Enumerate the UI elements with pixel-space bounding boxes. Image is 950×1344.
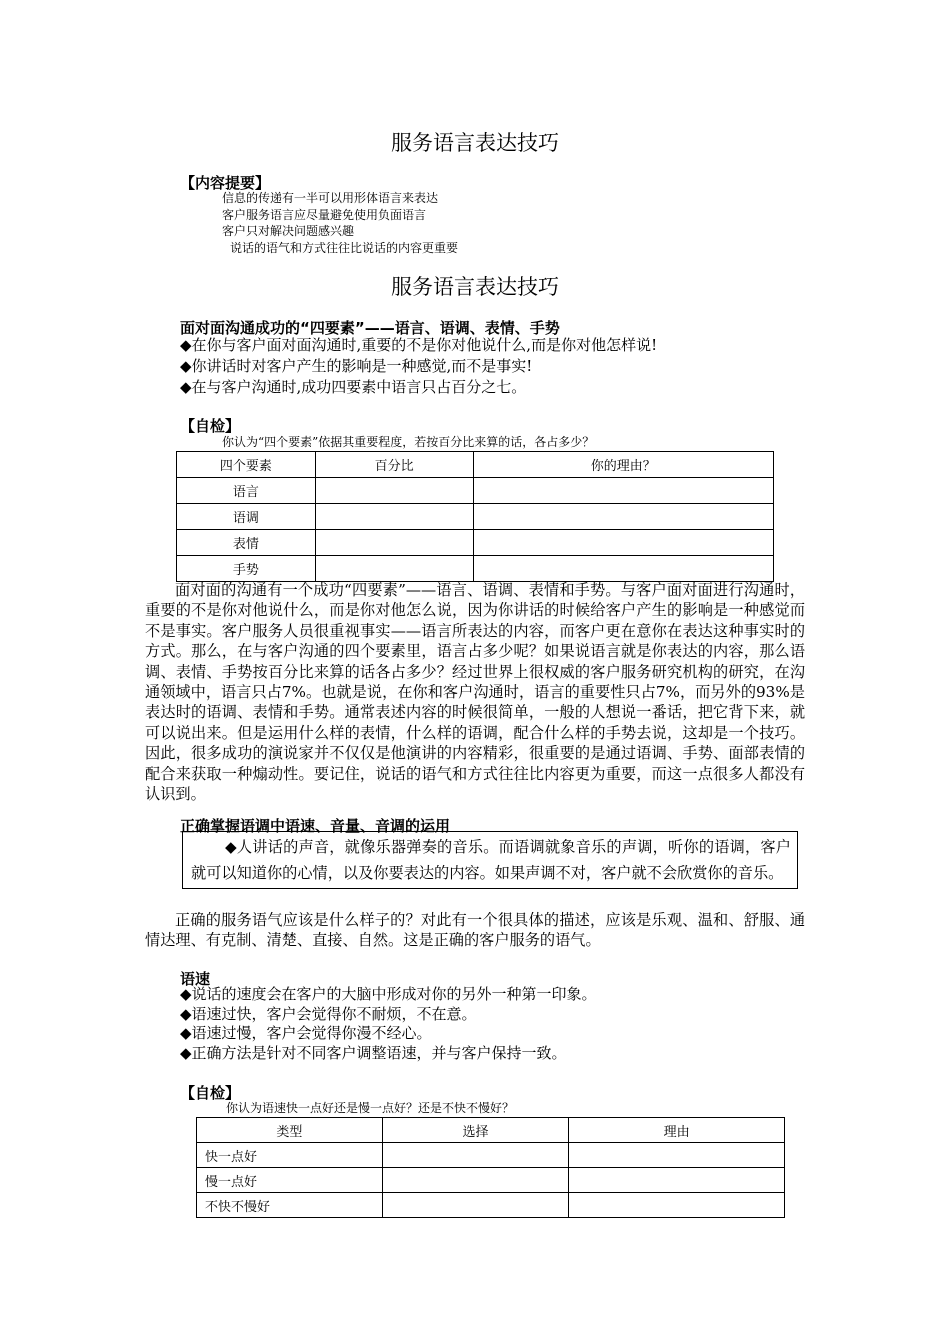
element-cell: 语调 (177, 504, 316, 530)
table-row (177, 478, 774, 504)
table-header-row (197, 1118, 785, 1143)
percentage-input-cell[interactable] (315, 504, 473, 530)
element-cell: 表情 (177, 530, 316, 556)
bullet-item: ◆在与客户沟通时,成功四要素中语言只占百分之七。 (180, 378, 527, 396)
reason-input-cell[interactable] (473, 504, 774, 530)
bullet-item: ◆说话的速度会在客户的大脑中形成对你的另外一种第一印象。 (180, 985, 597, 1003)
tone-heading: 正确掌握语调中语速、音量、音调的运用 (180, 817, 451, 835)
self-check-heading: 【自检】 (180, 1084, 241, 1102)
type-cell: 慢一点好 (197, 1168, 383, 1193)
summary-item: 说话的语气和方式往往比说话的内容更重要 (230, 241, 459, 255)
table-header-cell: 类型 (197, 1118, 383, 1143)
element-cell: 语言 (177, 478, 316, 504)
four-elements-heading: 面对面沟通成功的“四要素”——语言、语调、表情、手势 (180, 319, 560, 337)
reason-input-cell[interactable] (569, 1168, 785, 1193)
table-row (197, 1193, 785, 1218)
table-header-cell: 你的理由？ (473, 452, 774, 478)
reason-input-cell[interactable] (473, 556, 774, 582)
table-header-cell: 理由 (569, 1118, 785, 1143)
speed-bullets (180, 985, 597, 1063)
table-row (197, 1168, 785, 1193)
element-cell: 手势 (177, 556, 316, 582)
type-cell: 快一点好 (197, 1143, 383, 1168)
tone-callout-box (182, 831, 798, 889)
table-header-row (177, 452, 774, 478)
section-title: 服务语言表达技巧 (391, 275, 559, 299)
percentage-input-cell[interactable] (315, 556, 473, 582)
table-row (177, 556, 774, 582)
summary-item: 客户服务语言应尽量避免使用负面语言 (222, 208, 427, 222)
reason-input-cell[interactable] (473, 530, 774, 556)
speed-table (196, 1117, 785, 1218)
summary-item: 信息的传递有一半可以用形体语言来表达 (222, 191, 439, 205)
choice-input-cell[interactable] (382, 1193, 569, 1218)
table-header-cell: 百分比 (315, 452, 473, 478)
bullet-item: ◆语速过慢，客户会觉得你漫不经心。 (180, 1024, 432, 1042)
main-paragraph: 面对面的沟通有一个成功“四要素”——语言、语调、表情和手势。与客户面对面进行沟通时，重要的不是你对他说什么，而是你对他怎么说，因为你讲话的时候给客户产生的影响是一种感觉而不是事实。客户服务人员很重视事实——语言所表达的内容，而客户更在意你在表达这种事实时的方式。那么，在与客户沟通的四个要素里，语言占多少呢？如果说语言就是你表达的内容，那么语调、表情、手势按百分比来算的话各占多少？经过世界上很权威的客户服务研究机构的研究，在沟通领域中，语言只占7%。也就是说，在你和客户沟通时，语言的重要性只占7%，而另外的93%是表达时的语调、表情和手势。通常表述内容的时候很简单，一般的人想说一番话，把它背下来，就可以说出来。但是运用什么样的表情，什么样的语调，配合什么样的手势去说，这却是一个技巧。因此，很多成功的演说家并不仅仅是他演讲的内容精彩，很重要的是通过语调、手势、面部表情的配合来获取一种煽动性。要记住，说话的语气和方式往往比内容更为重要，而这一点很多人都没有认识到。 (145, 581, 805, 804)
speed-heading: 语速 (180, 970, 211, 988)
summary-item: 客户只对解决问题感兴趣 (222, 224, 355, 238)
bullet-item: ◆语速过快，客户会觉得你不耐烦，不在意。 (180, 1004, 477, 1023)
four-elements-table (176, 451, 774, 582)
tone-callout-text: ◆人讲话的声音，就像乐器弹奏的音乐。而语调就象音乐的声调，听你的语调，客户就可以知道你的心情，以及你要表达的内容。如果声调不对，客户就不会欣赏你的音乐。 (191, 838, 791, 882)
summary-heading: 【内容提要】 (180, 174, 271, 192)
bullet-item: ◆你讲话时对客户产生的影响是一种感觉,而不是事实! (180, 357, 533, 375)
choice-input-cell[interactable] (382, 1143, 569, 1168)
self-check-question: 你认为语速快一点好还是慢一点好？还是不快不慢好？ (226, 1101, 515, 1115)
table-row (177, 504, 774, 530)
percentage-input-cell[interactable] (315, 478, 473, 504)
choice-input-cell[interactable] (382, 1168, 569, 1193)
table-row (197, 1143, 785, 1168)
four-elements-bullets (180, 335, 657, 398)
self-check-heading: 【自检】 (180, 417, 241, 435)
type-cell: 不快不慢好 (197, 1193, 383, 1218)
tone-paragraph: 正确的服务语气应该是什么样子的？对此有一个很具体的描述，应该是乐观、温和、舒服、通情达理、有克制、清楚、直接、自然。这是正确的客户服务的语气。 (145, 911, 805, 950)
tone-paragraph-block (145, 910, 805, 951)
self-check-question: 你认为“四个要素”依据其重要程度，若按百分比来算的话，各占多少？ (222, 435, 595, 449)
main-paragraph-block (145, 580, 805, 804)
reason-input-cell[interactable] (569, 1193, 785, 1218)
bullet-item: ◆正确方法是针对不同客户调整语速，并与客户保持一致。 (180, 1043, 567, 1062)
table-header-cell: 四个要素 (177, 452, 316, 478)
reason-input-cell[interactable] (473, 478, 774, 504)
table-header-cell: 选择 (382, 1118, 569, 1143)
percentage-input-cell[interactable] (315, 530, 473, 556)
bullet-item: ◆在你与客户面对面沟通时,重要的不是你对他说什么,而是你对他怎样说! (180, 336, 658, 354)
table-row (177, 530, 774, 556)
reason-input-cell[interactable] (569, 1143, 785, 1168)
page-title: 服务语言表达技巧 (391, 131, 559, 155)
